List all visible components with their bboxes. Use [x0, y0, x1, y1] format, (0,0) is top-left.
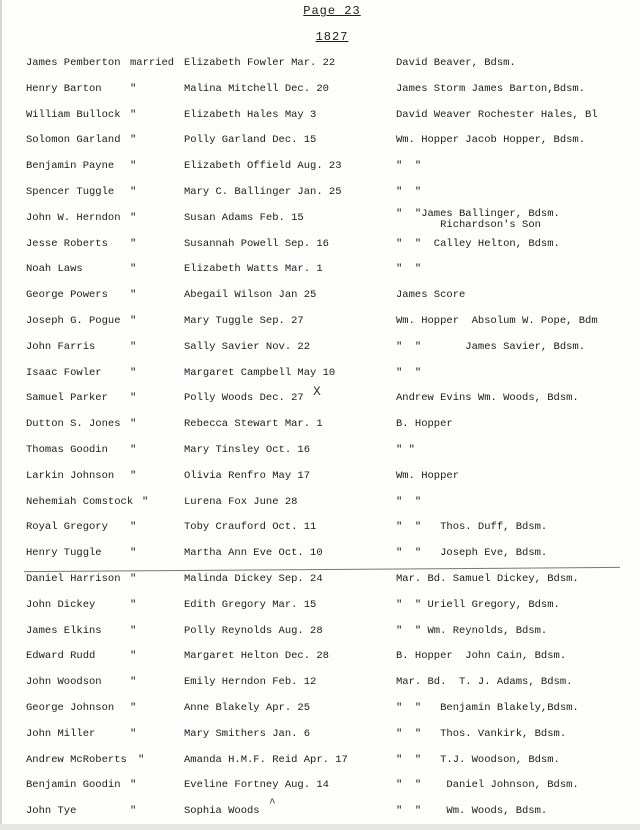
bondsman: James Score — [396, 289, 466, 302]
bride-and-date: Toby Crauford Oct. 11 — [184, 521, 317, 534]
married-marker: " — [130, 314, 137, 327]
bride-and-date: Sally Savier Nov. 22 — [184, 340, 311, 353]
scan-bottom-edge — [0, 824, 640, 830]
record-row — [0, 439, 640, 465]
groom-name: Solomon Garland — [26, 134, 121, 147]
record-row — [0, 284, 640, 310]
groom-name: John W. Herndon — [26, 211, 121, 224]
married-marker: " — [130, 160, 137, 173]
record-row — [0, 207, 640, 233]
bondsman: James Storm James Barton,Bdsm. — [396, 82, 586, 95]
married-marker: " — [130, 650, 137, 663]
bride-and-date: Amanda H.M.F. Reid Apr. 17 — [184, 753, 348, 766]
record-row — [0, 310, 640, 336]
bride-and-date: Martha Ann Eve Oct. 10 — [184, 547, 323, 560]
page-number-heading: Page 23 — [303, 4, 361, 18]
groom-name: George Powers — [26, 289, 108, 302]
married-marker: " — [130, 443, 137, 456]
married-marker: " — [130, 469, 137, 482]
bride-and-date: Olivia Renfro May 17 — [184, 469, 311, 482]
record-row — [0, 336, 640, 362]
groom-name: John Dickey — [26, 598, 96, 611]
bondsman: " " Calley Helton, Bdsm. — [396, 237, 560, 250]
bondsman: " " — [396, 160, 422, 173]
bondsman: Mar. Bd. T. J. Adams, Bdsm. — [396, 676, 573, 689]
married-marker: " — [130, 727, 137, 740]
record-row — [0, 800, 640, 826]
bondsman: " " Uriell Gregory, Bdsm. — [396, 598, 560, 611]
married-marker: " — [130, 237, 137, 250]
year-heading: 1827 — [315, 30, 349, 44]
bondsman: " " — [396, 366, 422, 379]
record-row — [0, 620, 640, 646]
married-marker: " — [138, 753, 145, 766]
married-marker: " — [130, 676, 137, 689]
bride-and-date: Rebecca Stewart Mar. 1 — [184, 418, 323, 431]
bride-and-date: Anne Blakely Apr. 25 — [184, 701, 311, 714]
groom-name: Samuel Parker — [26, 392, 108, 405]
bride-and-date: Malina Mitchell Dec. 20 — [184, 82, 329, 95]
bride-and-date: Eveline Fortney Aug. 14 — [184, 779, 329, 792]
groom-name: Dutton S. Jones — [26, 418, 121, 431]
bondsman: " " Thos. Duff, Bdsm. — [396, 521, 548, 534]
married-marker: " — [130, 108, 137, 121]
record-row — [0, 465, 640, 491]
married-marker: " — [130, 263, 137, 276]
bride-and-date: Mary Smithers Jan. 6 — [184, 727, 311, 740]
bondsman: " " Thos. Vankirk, Bdsm. — [396, 727, 567, 740]
bondsman: Wm. Hopper — [396, 469, 460, 482]
record-row — [0, 129, 640, 155]
bride-and-date: Polly Woods Dec. 27 — [184, 392, 304, 405]
record-row — [0, 749, 640, 775]
groom-name: Thomas Goodin — [26, 443, 108, 456]
married-marker: " — [130, 598, 137, 611]
married-marker: " — [130, 392, 137, 405]
groom-name: Larkin Johnson — [26, 469, 115, 482]
groom-name: Henry Barton — [26, 82, 102, 95]
groom-name: Benjamin Goodin — [26, 779, 121, 792]
groom-name: John Miller — [26, 727, 96, 740]
bride-and-date: Mary Tuggle Sep. 27 — [184, 314, 304, 327]
bondsman: " "James Ballinger, Bdsm. Richardson's Son — [396, 207, 560, 231]
bride-and-date: Susannah Powell Sep. 16 — [184, 237, 329, 250]
married-marker: " — [130, 805, 137, 818]
married-marker: " — [130, 289, 137, 302]
married-marker: " — [142, 495, 149, 508]
record-row — [0, 233, 640, 259]
bride-and-date: Mary C. Ballinger Jan. 25 — [184, 185, 342, 198]
groom-name: Andrew McRoberts — [26, 753, 127, 766]
groom-name: Jesse Roberts — [26, 237, 108, 250]
married-marker: " — [130, 624, 137, 637]
bondsman: " " — [396, 185, 422, 198]
bride-and-date: Mary Tinsley Oct. 16 — [184, 443, 311, 456]
groom-name: Nehemiah Comstock — [26, 495, 134, 508]
bondsman: " " — [396, 263, 422, 276]
married-marker: " — [130, 82, 137, 95]
bride-and-date: Polly Reynolds Aug. 28 — [184, 624, 323, 637]
record-row — [0, 413, 640, 439]
groom-name: Joseph G. Pogue — [26, 314, 121, 327]
groom-name: John Tye — [26, 805, 77, 818]
bride-and-date: Elizabeth Hales May 3 — [184, 108, 317, 121]
groom-name: John Woodson — [26, 676, 102, 689]
bride-and-date: Malinda Dickey Sep. 24 — [184, 572, 323, 585]
married-marker: " — [130, 418, 137, 431]
groom-name: Benjamin Payne — [26, 160, 115, 173]
bride-and-date: Elizabeth Offield Aug. 23 — [184, 160, 342, 173]
groom-name: William Bullock — [26, 108, 121, 121]
bondsman: David Weaver Rochester Hales, Bl — [396, 108, 598, 121]
groom-name: John Farris — [26, 340, 96, 353]
bondsman: " " Daniel Johnson, Bdsm. — [396, 779, 579, 792]
bride-and-date: Susan Adams Feb. 15 — [184, 211, 304, 224]
bride-and-date: Elizabeth Watts Mar. 1 — [184, 263, 323, 276]
record-row — [0, 594, 640, 620]
bride-and-date: Abegail Wilson Jan 25 — [184, 289, 317, 302]
groom-name: Noah Laws — [26, 263, 83, 276]
bondsman: Wm. Hopper Absolum W. Pope, Bdm — [396, 314, 598, 327]
groom-name: Royal Gregory — [26, 521, 108, 534]
groom-name: Daniel Harrison — [26, 572, 121, 585]
bride-and-date: Sophia Woods — [184, 805, 260, 818]
bondsman: " " Wm. Woods, Bdsm. — [396, 805, 548, 818]
groom-name: Isaac Fowler — [26, 366, 102, 379]
record-row — [0, 542, 640, 568]
handwritten-cross-mark: X — [313, 384, 321, 399]
bondsman: David Beaver, Bdsm. — [396, 57, 516, 69]
record-row — [0, 723, 640, 749]
bride-and-date: Margaret Campbell May 10 — [184, 366, 336, 379]
record-row — [0, 155, 640, 181]
groom-name: Spencer Tuggle — [26, 185, 115, 198]
bondsman: B. Hopper John Cain, Bdsm. — [396, 650, 567, 663]
bondsman: " " T.J. Woodson, Bdsm. — [396, 753, 560, 766]
married-marker: " — [130, 521, 137, 534]
bride-and-date: Polly Garland Dec. 15 — [184, 134, 317, 147]
record-row — [0, 258, 640, 284]
married-marker: " — [130, 779, 137, 792]
record-row — [0, 104, 640, 130]
married-marker: " — [130, 185, 137, 198]
bondsman: B. Hopper — [396, 418, 453, 431]
bondsman: Mar. Bd. Samuel Dickey, Bdsm. — [396, 572, 579, 585]
record-row — [0, 568, 640, 594]
bondsman: " " James Savier, Bdsm. — [396, 340, 586, 353]
groom-name: James Elkins — [26, 624, 102, 637]
record-row — [0, 774, 640, 800]
record-row — [0, 516, 640, 542]
bride-and-date: Emily Herndon Feb. 12 — [184, 676, 317, 689]
married-marker: married — [130, 57, 175, 69]
married-marker: " — [130, 340, 137, 353]
married-marker: " — [130, 572, 137, 585]
married-marker: " — [130, 211, 137, 224]
groom-name: Henry Tuggle — [26, 547, 102, 560]
record-row — [0, 671, 640, 697]
record-row — [0, 491, 640, 517]
married-marker: " — [130, 701, 137, 714]
bondsman: " " Wm. Reynolds, Bdsm. — [396, 624, 548, 637]
record-row — [0, 52, 640, 78]
bride-and-date: Margaret Helton Dec. 28 — [184, 650, 329, 663]
groom-name: James Pemberton — [26, 57, 121, 69]
bride-and-date: Lurena Fox June 28 — [184, 495, 298, 508]
bondsman: Wm. Hopper Jacob Hopper, Bdsm. — [396, 134, 586, 147]
bondsman: Andrew Evins Wm. Woods, Bdsm. — [396, 392, 579, 405]
bondsman: " " Joseph Eve, Bdsm. — [396, 547, 548, 560]
record-row — [0, 181, 640, 207]
record-row — [0, 78, 640, 104]
bride-and-date: Elizabeth Fowler Mar. 22 — [184, 57, 336, 69]
groom-name: George Johnson — [26, 701, 115, 714]
bride-and-date: Edith Gregory Mar. 15 — [184, 598, 317, 611]
handwritten-caret-mark: ^ — [269, 798, 276, 810]
marriage-records — [0, 52, 640, 826]
bondsman: " " Benjamin Blakely,Bdsm. — [396, 701, 579, 714]
married-marker: " — [130, 366, 137, 379]
bondsman: " " — [396, 443, 415, 456]
record-row — [0, 645, 640, 671]
record-row — [0, 697, 640, 723]
bondsman: " " — [396, 495, 422, 508]
married-marker: " — [130, 134, 137, 147]
married-marker: " — [130, 547, 137, 560]
groom-name: Edward Rudd — [26, 650, 96, 663]
